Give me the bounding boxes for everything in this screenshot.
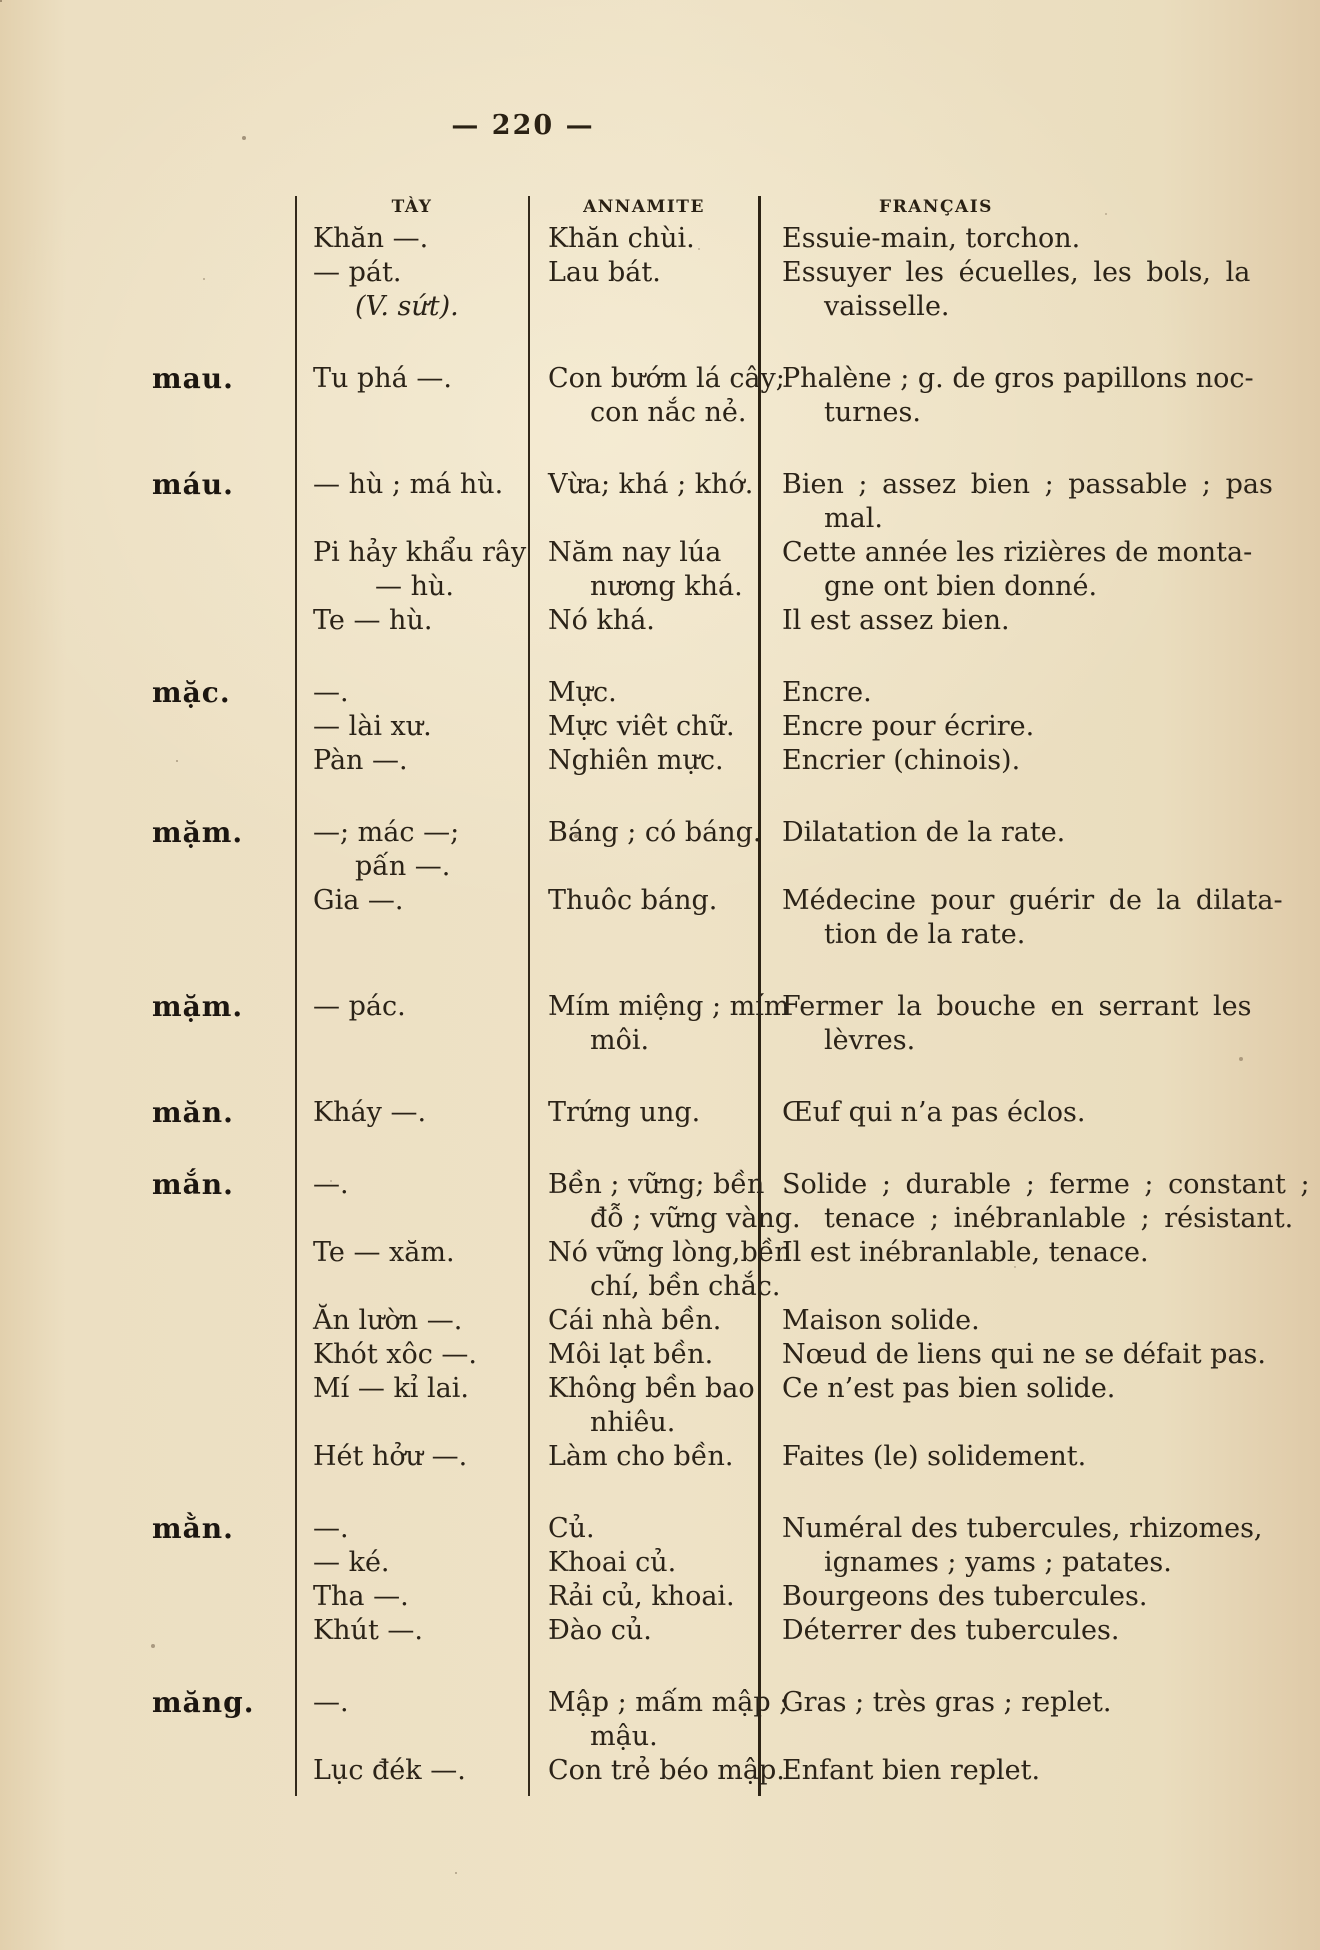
tay-text-cell bbox=[295, 1096, 528, 1130]
annamite-text: Báng ; có báng. bbox=[548, 817, 762, 848]
francais-text-cell bbox=[758, 710, 1228, 744]
annamite-text: Nghiên mực. bbox=[548, 745, 724, 776]
tay-text-cell bbox=[295, 604, 528, 638]
tay-text-cell bbox=[295, 1338, 528, 1372]
entry-row bbox=[295, 536, 1253, 604]
entry-row bbox=[295, 676, 1240, 710]
annamite-text: Môi lạt bền. bbox=[548, 1339, 714, 1370]
francais-text: Ce n’est pas bien solide. bbox=[782, 1373, 1116, 1404]
francais-text-cell bbox=[758, 1686, 1228, 1720]
annamite-text: Nó khá. bbox=[548, 605, 655, 636]
entry-row bbox=[295, 1440, 1240, 1474]
annamite-text: môi. bbox=[590, 1025, 650, 1056]
annamite-text-cell bbox=[528, 816, 762, 850]
entry-row bbox=[295, 362, 1254, 430]
tay-text: — pác. bbox=[313, 991, 406, 1022]
francais-text: Médecine pour guérir de la dilata- bbox=[782, 885, 1283, 916]
entry-rows bbox=[295, 816, 1283, 952]
annamite-text-cell bbox=[528, 1580, 758, 1614]
entry-rows bbox=[295, 222, 1251, 324]
annamite-text-cell bbox=[528, 676, 758, 710]
francais-text-cell bbox=[758, 1236, 1228, 1270]
headword: mau. bbox=[152, 362, 234, 395]
tay-text-cell bbox=[295, 884, 528, 918]
entry-rows bbox=[295, 676, 1240, 778]
tay-text-cell bbox=[295, 1686, 528, 1720]
francais-text: lèvres. bbox=[824, 1025, 916, 1056]
tay-text-cell bbox=[295, 1236, 528, 1270]
francais-text: Essuie-main, torchon. bbox=[782, 223, 1081, 254]
francais-text-cell bbox=[758, 676, 1228, 710]
tay-text-cell bbox=[295, 362, 528, 396]
francais-text: Essuyer les écuelles, les bols, la bbox=[782, 257, 1251, 288]
annamite-text: mậu. bbox=[590, 1721, 658, 1752]
francais-text-cell bbox=[758, 1580, 1228, 1614]
annamite-text: Cái nhà bền. bbox=[548, 1305, 722, 1336]
headword: mằn. bbox=[152, 1512, 234, 1545]
tay-text-cell bbox=[295, 468, 528, 502]
tay-text: — ké. bbox=[313, 1547, 390, 1578]
entry-rows bbox=[295, 1168, 1310, 1474]
headword: mắn. bbox=[152, 1168, 234, 1201]
annamite-text-cell bbox=[528, 468, 758, 502]
annamite-text-cell bbox=[528, 1614, 758, 1648]
entry-row bbox=[295, 744, 1240, 778]
annamite-text: Mực viêt chữ. bbox=[548, 711, 735, 742]
annamite-text: Nó vững lòng,bền bbox=[548, 1237, 792, 1268]
annamite-text: Đào củ. bbox=[548, 1615, 652, 1646]
headword: măn. bbox=[152, 1096, 234, 1129]
annamite-text-cell bbox=[528, 362, 785, 430]
francais-text: Maison solide. bbox=[782, 1305, 980, 1336]
entry-row bbox=[295, 884, 1283, 952]
entry-row bbox=[295, 1614, 1240, 1648]
tay-text-cell bbox=[295, 222, 528, 256]
annamite-text-cell bbox=[528, 1512, 758, 1546]
entry-row bbox=[295, 710, 1240, 744]
francais-text: Solide ; durable ; ferme ; constant ; bbox=[782, 1169, 1310, 1200]
tay-text-cell bbox=[295, 676, 528, 710]
entry-row bbox=[295, 1580, 1240, 1614]
tay-text: Mí — kỉ lai. bbox=[313, 1373, 469, 1404]
tay-text: Tha —. bbox=[313, 1581, 409, 1612]
entry-group bbox=[0, 362, 1254, 430]
francais-text: Dilatation de la rate. bbox=[782, 817, 1066, 848]
headword: máu. bbox=[152, 468, 234, 501]
annamite-text: Mím miệng ; mím bbox=[548, 991, 790, 1022]
francais-text: turnes. bbox=[824, 397, 921, 428]
francais-text: mal. bbox=[824, 503, 883, 534]
entry-row bbox=[295, 1236, 1240, 1304]
francais-text-cell bbox=[758, 1168, 1310, 1236]
entry-group bbox=[0, 222, 1251, 324]
tay-text: Te — hù. bbox=[313, 605, 433, 636]
annamite-text-cell bbox=[528, 1440, 758, 1474]
francais-text: tenace ; inébranlable ; résistant. bbox=[824, 1203, 1294, 1234]
tay-text: —. bbox=[313, 677, 349, 708]
francais-text: Gras ; très gras ; replet. bbox=[782, 1687, 1112, 1718]
francais-text: Encrier (chinois). bbox=[782, 745, 1021, 776]
entry-group bbox=[0, 990, 1252, 1058]
annamite-text-cell bbox=[528, 1754, 785, 1788]
annamite-text-cell bbox=[528, 536, 758, 604]
tay-text: Pi hảy khẩu rây bbox=[313, 537, 527, 568]
francais-text-cell bbox=[758, 1512, 1263, 1546]
francais-text: vaisselle. bbox=[824, 291, 950, 322]
headword: mặm. bbox=[152, 990, 244, 1023]
tay-text: pấn —. bbox=[355, 851, 451, 882]
francais-text: Encre pour écrire. bbox=[782, 711, 1035, 742]
column-header-francais: FRANÇAIS bbox=[879, 197, 993, 217]
entry-group bbox=[0, 676, 1240, 778]
francais-text-cell bbox=[758, 468, 1273, 536]
annamite-text-cell bbox=[528, 1686, 789, 1754]
annamite-text-cell bbox=[528, 256, 758, 290]
tay-text-cell bbox=[295, 1304, 528, 1338]
francais-text-cell bbox=[758, 884, 1283, 952]
annamite-text: Năm nay lúa bbox=[548, 537, 722, 568]
francais-text: Enfant bien replet. bbox=[782, 1755, 1041, 1786]
entry-row bbox=[295, 1168, 1310, 1236]
entry-row bbox=[295, 1686, 1240, 1754]
francais-text: Numéral des tubercules, rhizomes, bbox=[782, 1513, 1263, 1544]
tay-text: Khót xôc —. bbox=[313, 1339, 478, 1370]
annamite-text-cell bbox=[528, 1338, 758, 1372]
tay-text: Kháy —. bbox=[313, 1097, 427, 1128]
tay-text-cell bbox=[295, 1512, 528, 1546]
entry-row bbox=[295, 1096, 1240, 1130]
annamite-text-cell bbox=[528, 1168, 801, 1236]
francais-text-cell bbox=[758, 744, 1228, 778]
tay-text: Khăn —. bbox=[313, 223, 429, 254]
tay-text: Gia —. bbox=[313, 885, 404, 916]
annamite-text: đỗ ; vững vàng. bbox=[590, 1203, 801, 1234]
column-header-tay: TÀY bbox=[391, 197, 433, 217]
annamite-text: Vừa; khá ; khớ. bbox=[548, 469, 754, 500]
tay-text: Hét hởư —. bbox=[313, 1441, 468, 1472]
annamite-text: Khoai củ. bbox=[548, 1547, 677, 1578]
entry-rows bbox=[295, 1096, 1240, 1130]
entry-group bbox=[0, 1512, 1263, 1648]
annamite-text: con nắc nẻ. bbox=[590, 397, 747, 428]
francais-text: Bourgeons des tubercules. bbox=[782, 1581, 1148, 1612]
entry-row bbox=[295, 1754, 1240, 1788]
annamite-text: chí, bền chắc. bbox=[590, 1271, 781, 1302]
tay-text: Khút —. bbox=[313, 1615, 423, 1646]
tay-text: Ăn lườn —. bbox=[313, 1305, 463, 1336]
francais-text: tion de la rate. bbox=[824, 919, 1026, 950]
tay-text: —. bbox=[313, 1169, 349, 1200]
annamite-text-cell bbox=[528, 884, 758, 918]
tay-text: Pàn —. bbox=[313, 745, 408, 776]
annamite-text: Lau bát. bbox=[548, 257, 661, 288]
page-number: — 220 — bbox=[451, 110, 595, 141]
tay-text-cell bbox=[295, 536, 528, 604]
francais-text: Phalène ; g. de gros papillons noc- bbox=[782, 363, 1254, 394]
francais-text-cell bbox=[758, 1304, 1228, 1338]
tay-text-cell bbox=[295, 1440, 528, 1474]
francais-text-cell bbox=[758, 256, 1251, 324]
annamite-text: Mực. bbox=[548, 677, 617, 708]
francais-text-cell bbox=[758, 1372, 1228, 1406]
annamite-text-cell bbox=[528, 744, 758, 778]
francais-text-cell bbox=[758, 1096, 1228, 1130]
tay-text: Te — xăm. bbox=[313, 1237, 455, 1268]
entry-row bbox=[295, 1338, 1266, 1372]
tay-text-cell bbox=[295, 1754, 528, 1788]
francais-text: gne ont bien donné. bbox=[824, 571, 1098, 602]
entry-group bbox=[0, 816, 1283, 952]
dictionary-table bbox=[0, 222, 1310, 1788]
entry-row bbox=[295, 1304, 1240, 1338]
francais-text: Nœud de liens qui ne se défait pas. bbox=[782, 1339, 1266, 1370]
tay-text: — lài xư. bbox=[313, 711, 432, 742]
entry-rows bbox=[295, 468, 1273, 638]
entry-rows bbox=[295, 990, 1252, 1058]
tay-text-cell bbox=[295, 1168, 528, 1202]
annamite-text-cell bbox=[528, 1304, 758, 1338]
entry-group bbox=[0, 1096, 1240, 1130]
entry-row bbox=[295, 1512, 1263, 1546]
column-header-annamite: ANNAMITE bbox=[583, 197, 705, 217]
entry-row bbox=[295, 256, 1251, 324]
entry-group bbox=[0, 1168, 1310, 1474]
entry-row bbox=[295, 816, 1240, 884]
headword: mặm. bbox=[152, 816, 244, 849]
annamite-text: Thuôc báng. bbox=[548, 885, 718, 916]
francais-text: Encre. bbox=[782, 677, 872, 708]
tay-text: —; mác —; bbox=[313, 817, 460, 848]
tay-text-cell bbox=[295, 1580, 528, 1614]
annamite-text: Trứng ung. bbox=[548, 1097, 701, 1128]
entry-row bbox=[295, 1372, 1240, 1440]
tay-text: Tu phá —. bbox=[313, 363, 452, 394]
entry-group bbox=[0, 1686, 1240, 1788]
annamite-text: Con bướm lá cây; bbox=[548, 363, 785, 394]
francais-text-cell bbox=[758, 1440, 1228, 1474]
tay-text: —. bbox=[313, 1513, 349, 1544]
tay-text: —. bbox=[313, 1687, 349, 1718]
annamite-text: Khăn chùi. bbox=[548, 223, 695, 254]
tay-text: — hù. bbox=[375, 571, 454, 602]
headword: mặc. bbox=[152, 676, 231, 709]
entry-rows bbox=[295, 1686, 1240, 1788]
annamite-text-cell bbox=[528, 990, 790, 1058]
tay-text-cell bbox=[295, 1614, 528, 1648]
entry-row bbox=[295, 222, 1240, 256]
annamite-text: nương khá. bbox=[590, 571, 743, 602]
tay-text-cell bbox=[295, 256, 528, 324]
entry-rows bbox=[295, 1512, 1263, 1648]
francais-text: Œuf qui n’a pas éclos. bbox=[782, 1097, 1086, 1128]
francais-text-cell bbox=[758, 604, 1228, 638]
francais-text-cell bbox=[758, 1338, 1266, 1372]
tay-text-cell bbox=[295, 1372, 528, 1406]
tay-text-cell bbox=[295, 990, 528, 1024]
annamite-text: Bền ; vững; bền bbox=[548, 1169, 765, 1200]
francais-text: Bien ; assez bien ; passable ; pas bbox=[782, 469, 1273, 500]
tay-text-cell bbox=[295, 710, 528, 744]
annamite-text: Làm cho bền. bbox=[548, 1441, 734, 1472]
annamite-text-cell bbox=[528, 1236, 792, 1304]
francais-text-cell bbox=[758, 1614, 1228, 1648]
tay-text-cell bbox=[295, 816, 528, 884]
francais-text: Il est inébranlable, tenace. bbox=[782, 1237, 1149, 1268]
entry-rows bbox=[295, 362, 1254, 430]
annamite-text-cell bbox=[528, 710, 758, 744]
entry-row bbox=[295, 468, 1273, 536]
annamite-text: Củ. bbox=[548, 1513, 595, 1544]
francais-text-cell bbox=[758, 1546, 1228, 1580]
annamite-text: nhiêu. bbox=[590, 1407, 676, 1438]
headword: măng. bbox=[152, 1686, 255, 1719]
francais-text: Il est assez bien. bbox=[782, 605, 1010, 636]
entry-row bbox=[295, 990, 1252, 1058]
tay-text: (V. sứt). bbox=[355, 291, 459, 322]
annamite-text-cell bbox=[528, 604, 758, 638]
francais-text-cell bbox=[758, 536, 1253, 604]
francais-text-cell bbox=[758, 222, 1228, 256]
francais-text: ignames ; yams ; patates. bbox=[824, 1547, 1172, 1578]
francais-text: Cette année les rizières de monta- bbox=[782, 537, 1253, 568]
entry-row bbox=[295, 1546, 1240, 1580]
francais-text: Faites (le) solidement. bbox=[782, 1441, 1087, 1472]
entry-group bbox=[0, 468, 1273, 638]
francais-text-cell bbox=[758, 1754, 1228, 1788]
tay-text-cell bbox=[295, 744, 528, 778]
annamite-text: Rải củ, khoai. bbox=[548, 1581, 735, 1612]
tay-text-cell bbox=[295, 1546, 528, 1580]
annamite-text-cell bbox=[528, 1546, 758, 1580]
annamite-text: Con trẻ béo mập. bbox=[548, 1755, 785, 1786]
francais-text-cell bbox=[758, 362, 1254, 430]
annamite-text-cell bbox=[528, 1096, 758, 1130]
francais-text: Fermer la bouche en serrant les bbox=[782, 991, 1252, 1022]
francais-text-cell bbox=[758, 816, 1228, 850]
tay-text: — hù ; má hù. bbox=[313, 469, 504, 500]
annamite-text-cell bbox=[528, 222, 758, 256]
annamite-text: Mập ; mấm mập ; bbox=[548, 1687, 789, 1718]
tay-text: — pát. bbox=[313, 257, 402, 288]
entry-row bbox=[295, 604, 1240, 638]
annamite-text: Không bền bao bbox=[548, 1373, 755, 1404]
francais-text-cell bbox=[758, 990, 1252, 1058]
francais-text: Déterrer des tubercules. bbox=[782, 1615, 1120, 1646]
annamite-text-cell bbox=[528, 1372, 758, 1440]
tay-text: Lục đék —. bbox=[313, 1755, 466, 1786]
